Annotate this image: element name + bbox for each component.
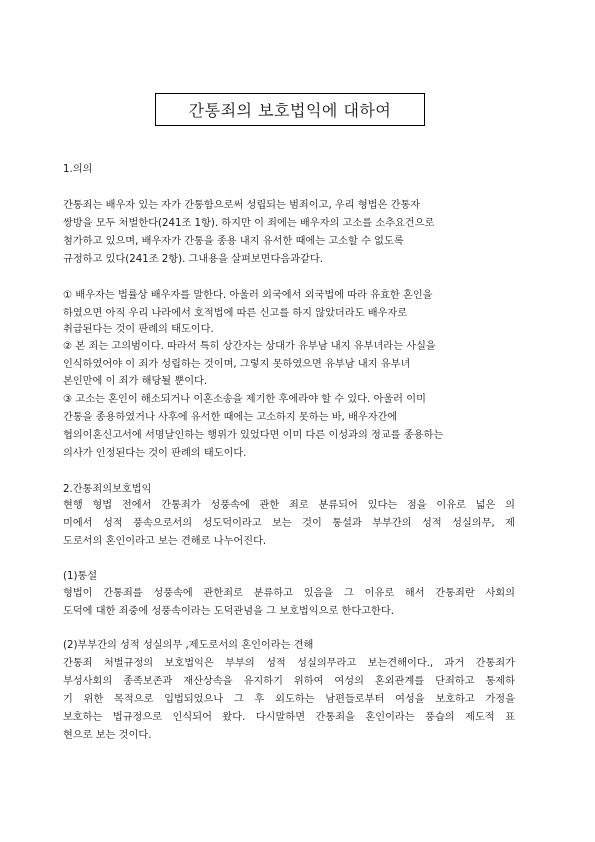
subsection-heading: (1)통설 <box>63 571 98 582</box>
list-item-line: ① 배우자는 법률상 배우자를 말한다. 아울러 외국에서 외국법에 따라 유효한 혼인을 <box>63 290 433 301</box>
list-item-line: ② 본 죄는 고의범이다. 따라서 특히 상간자는 상대가 유부남 내지 유부녀라는 사실을 <box>63 341 436 352</box>
paragraph-line: 도로서의 혼인이라고 보는 견해로 나누어진다. <box>63 536 267 547</box>
section-heading: 2.간통죄의보호법익 <box>63 484 152 495</box>
section-heading: 1.의의 <box>63 164 93 175</box>
paragraph-line: 도덕에 대한 죄중에 성풍속이라는 도덕관념을 그 보호법익으로 한다고한다. <box>63 606 394 617</box>
list-item-line: 의사가 인정된다는 것이 판례의 태도이다. <box>63 448 247 459</box>
list-item-line: ③ 고소는 혼인이 해소되거나 이혼소송을 제기한 후에라야 할 수 있다. 아울러 이미 <box>63 394 426 405</box>
list-item-line: 본인만에 이 죄가 해당될 뿐이다. <box>63 376 208 387</box>
paragraph-line: 간통죄는 배우자 있는 자가 간통함으로써 성립되는 범죄이고, 우리 형법은 간통자 <box>63 200 421 211</box>
paragraph-line: 미에서 성적 풍속으로서의 성도덕이라고 보는 것이 통설과 부부간의 성적 성실의무, 제 <box>63 518 515 529</box>
paragraph-line: 형법이 간통죄를 성풍속에 관한죄로 분류하고 있음을 그 이유로 해서 간통죄란 사회의 <box>63 588 515 599</box>
paragraph-line: 간통죄 처벌규정의 보호법익은 부부의 성적 성실의무라고 보는견해이다., 과거 간통죄가 <box>63 658 515 669</box>
subsection-heading: (2)부부간의 성적 성실의무 ,제도로서의 혼인이라는 견해 <box>63 640 314 651</box>
list-item-line: 하였으면 아직 우리 나라에서 호적법에 따른 신고를 하지 않았더라도 배우자로 <box>63 308 408 319</box>
list-item-line: 취급된다는 것이 판례의 태도이다. <box>63 324 214 335</box>
paragraph-line: 현으로 보는 것이다. <box>63 730 152 741</box>
paragraph-line: 기 위한 목적으로 입법되었으나 그 후 외도하는 남편들로부터 여성을 보호하고 가정을 <box>63 694 515 705</box>
list-item-line: 인식하였어야 이 죄가 성립하는 것이며, 그렇지 못하였으면 유부남 내지 유부녀 <box>63 359 411 370</box>
paragraph-line: 첨가하고 있으며, 배우자가 간통을 종용 내지 유서한 때에는 고소할 수 없도록 <box>63 236 404 247</box>
list-item-line: 협의이혼신고서에 서명날인하는 행위가 있었다면 이미 다른 이성과의 정교를 종용하는 <box>63 430 444 441</box>
paragraph-line: 규정하고 있다(241조 2항). 그내용을 살펴보면다음과같다. <box>63 254 323 265</box>
paragraph-line: 쌍방을 모두 처벌한다(241조 1항). 하지만 이 죄에는 배우자의 고소를 소추요건으로 <box>63 218 435 229</box>
paragraph-line: 현행 형법 전에서 간통죄가 성풍속에 관한 죄로 분류되어 있다는 점을 이유로 넓은 의 <box>63 500 515 511</box>
paragraph-line: 부성사회의 종족보존과 재산상속을 유지하기 위하여 여성의 혼외관계를 단죄하고 통제하 <box>63 676 515 687</box>
document-title: 간통죄의 보호법익에 대하여 <box>155 93 425 126</box>
list-item-line: 간통을 종용하였거나 사후에 유서한 때에는 고소하지 못하는 바, 배우자간에 <box>63 412 398 423</box>
paragraph-line: 보호하는 법규정으로 인식되어 왔다. 다시말하면 간통죄을 혼인이라는 풍습의 제도적 표 <box>63 712 515 723</box>
